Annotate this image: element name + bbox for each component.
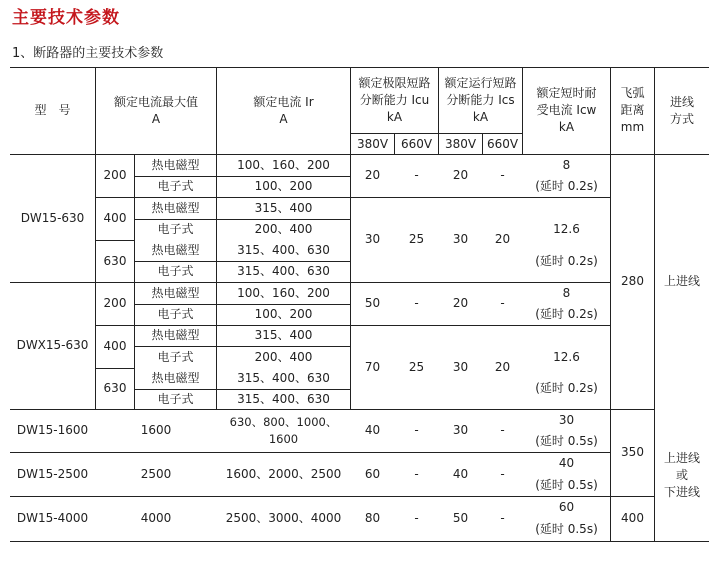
ics-380v: 20 [452,168,469,182]
header-icu-660v: 660V [400,136,433,151]
ics-380v: 20 [452,296,469,310]
page-title: 主要技术参数 [12,8,120,28]
icw-delay: (延时 0.2s) [535,381,598,395]
rated-current: 100、160、200 [237,157,330,172]
ics-660v: - [500,296,505,310]
header-rated: 额定电流 Ir A [253,94,314,126]
feed-mode: 上进线 [663,274,700,288]
header-rated-max: 额定电流最大值 A [113,94,198,126]
icw-delay: (延时 0.5s) [535,522,598,536]
icu-380v: 40 [364,423,381,437]
release-type: 热电磁型 [151,328,200,342]
rated-current: 2500、3000、4000 [225,511,342,525]
rated-current: 315、400、630 [237,371,330,385]
header-ics-660v: 660V [486,136,519,151]
rated-current: 100、160、200 [237,285,330,300]
arc-distance: 350 [621,445,644,459]
ics-380v: 50 [452,511,469,525]
rated-current: 200、400 [254,222,313,236]
model-cell: DW15-1600 [16,423,89,437]
ics-380v: 40 [452,466,469,481]
header-icu: 额定极限短路 分断能力 Icu kA [358,75,431,124]
icw-delay: (延时 0.2s) [535,253,598,268]
icw-value: 30 [558,412,575,427]
icu-380v: 60 [364,466,381,481]
rated-max-cell: 4000 [140,511,172,525]
rated-current: 315、400、630 [237,391,330,406]
release-type: 电子式 [157,179,194,193]
release-type: 电子式 [157,349,194,364]
arc-distance: 280 [621,274,644,288]
icu-660v: - [414,296,419,310]
rated-max-cell: 400 [103,211,127,225]
icu-380v: 70 [364,359,381,374]
rated-max-cell: 400 [103,339,127,353]
header-ics-380v: 380V [444,136,477,151]
icw-delay: (延时 0.2s) [535,179,598,193]
ics-660v: - [500,511,505,525]
icu-660v: - [414,168,419,182]
feed-mode: 上进线 或 下进线 [663,450,700,499]
release-type: 热电磁型 [151,285,200,300]
header-model: 型 号 [34,103,71,117]
icw-delay: (延时 0.2s) [535,307,598,321]
rated-max-cell: 200 [103,168,127,182]
ics-660v: - [500,423,505,437]
icu-380v: 20 [364,168,381,182]
release-type: 电子式 [157,222,194,236]
tech-params-table [10,67,709,542]
release-type: 电子式 [157,391,194,406]
rated-current: 100、200 [254,307,313,321]
icw-delay: (延时 0.5s) [535,434,598,448]
release-type: 电子式 [157,307,194,321]
model-cell: DW15-2500 [16,466,89,481]
rated-current: 315、400、630 [237,264,330,278]
header-arc: 飞弧 距离 mm [620,86,645,134]
model-cell: DW15-4000 [16,511,89,525]
release-type: 热电磁型 [151,371,200,385]
ics-380v: 30 [452,359,469,374]
section-subtitle: 1、断路器的主要技术参数 [12,46,164,61]
model-cell: DW15-630 [20,210,85,225]
rated-max-cell: 630 [103,253,127,268]
rated-current: 1600、2000、2500 [225,466,342,481]
release-type: 电子式 [157,264,194,278]
icu-380v: 30 [364,232,381,246]
icu-660v: - [414,511,419,525]
release-type: 热电磁型 [151,157,200,172]
icu-660v: 25 [408,359,425,374]
rated-max-cell: 630 [103,381,127,395]
rated-current: 200、400 [254,349,313,364]
icw-value: 12.6 [553,221,580,236]
icw-value: 12.6 [553,349,580,364]
icu-380v: 80 [364,511,381,525]
ics-660v: - [500,466,505,481]
icw-value: 60 [558,499,575,514]
rated-current: 315、400 [254,200,313,215]
release-type: 热电磁型 [151,200,200,215]
header-feed: 进线 方式 [669,94,694,126]
ics-380v: 30 [452,232,469,246]
rated-max-cell: 1600 [140,423,172,437]
header-ics: 额定运行短路 分断能力 Ics kA [444,75,517,124]
ics-660v: - [500,168,505,182]
ics-380v: 30 [452,423,469,437]
header-icu-380v: 380V [356,136,389,151]
ics-660v: 20 [494,359,511,374]
header-icw: 额定短时耐 受电流 Icw kA [536,86,597,134]
icu-660v: - [414,466,419,481]
rated-current: 315、400、630 [237,243,330,257]
icw-value: 40 [558,455,575,470]
release-type: 热电磁型 [151,243,200,257]
rated-current: 100、200 [254,179,313,193]
rated-max-cell: 200 [103,296,127,310]
icw-value: 8 [562,157,571,172]
ics-660v: 20 [494,232,511,246]
icu-660v: 25 [408,232,425,246]
rated-current: 315、400 [254,328,313,342]
rated-current: 630、800、1000、1600 [229,414,338,446]
icw-delay: (延时 0.5s) [535,477,598,492]
rated-max-cell: 2500 [140,466,172,481]
icu-380v: 50 [364,296,381,310]
icw-value: 8 [562,285,571,300]
icu-660v: - [414,423,419,437]
model-cell: DWX15-630 [16,338,89,352]
arc-distance: 400 [621,511,644,525]
